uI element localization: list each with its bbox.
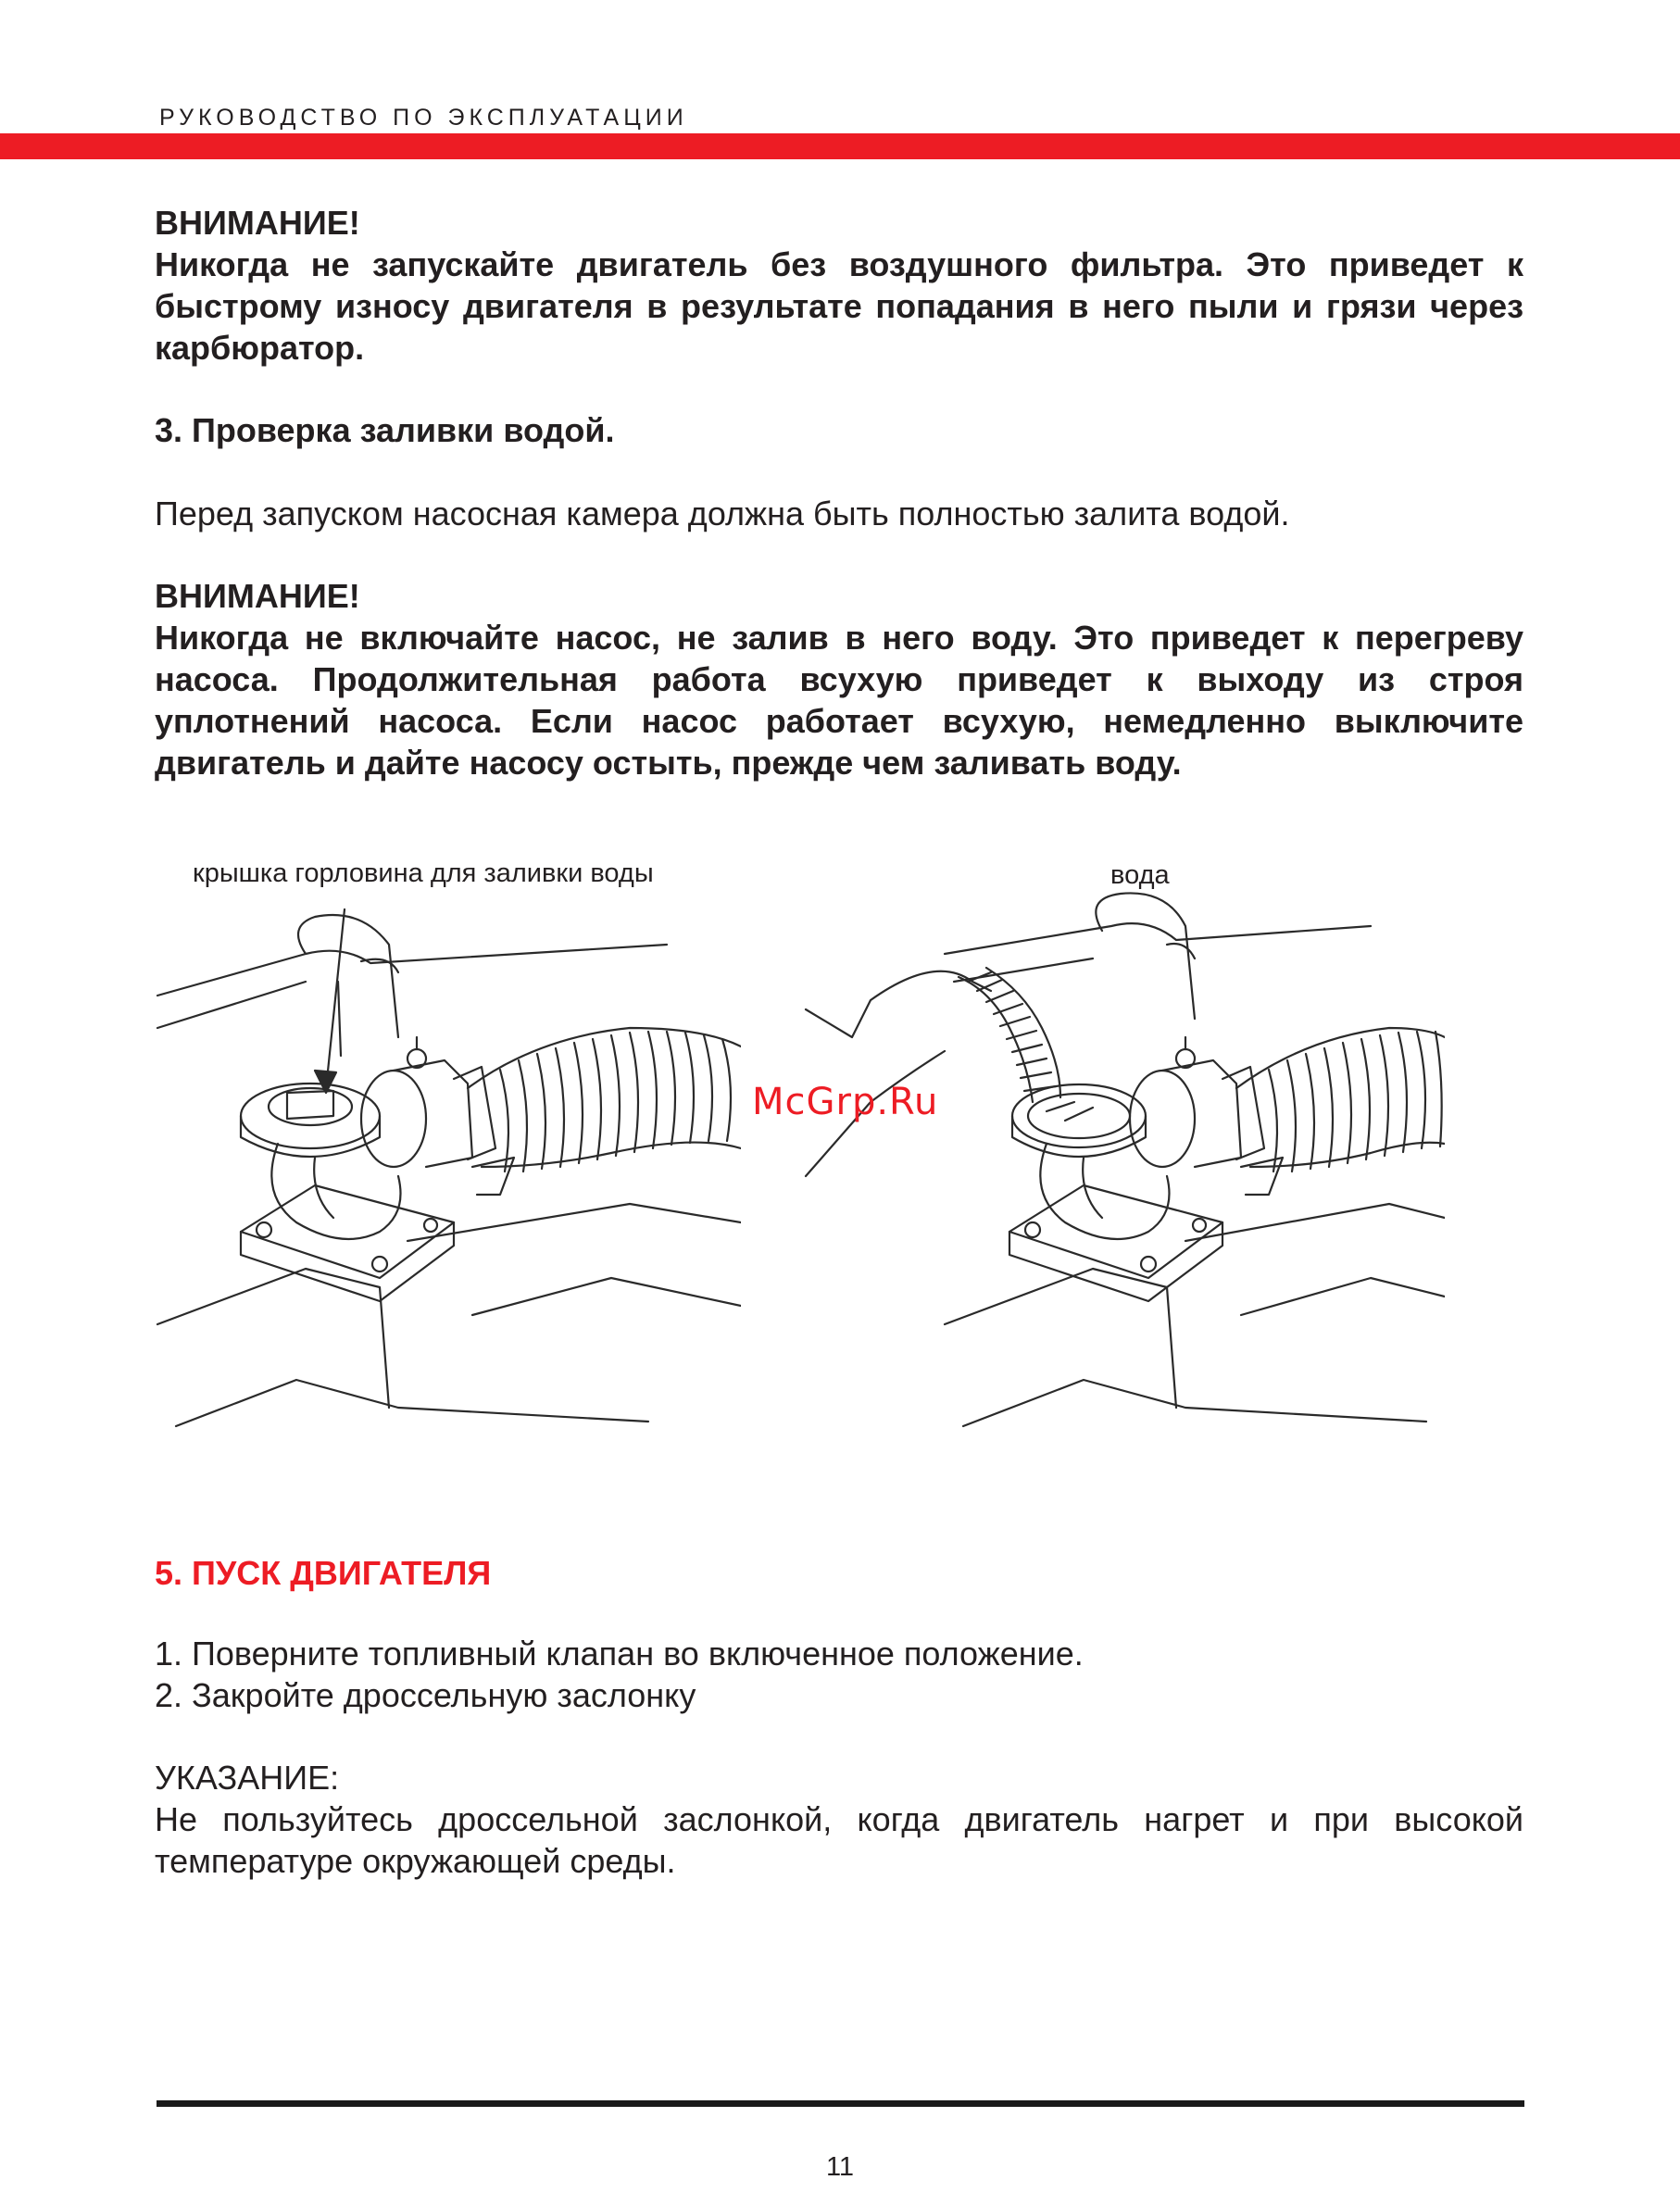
warning-text: Никогда не включайте насос, не залив в него воду. Это приведет к перегреву насоса. Продолжительная работа всухую приведет к выходу из строя уплотнений насоса. Если насос работает всухую, немедленно выключите двигатель и дайте насосу остыть, прежде чем заливать воду. <box>155 619 1523 782</box>
section-3-text: Перед запуском насосная камера должна быть полностью залита водой. <box>155 495 1290 532</box>
warning-text: Никогда не запускайте двигатель без воздушного фильтра. Это приведет к быстрому износу двигателя в результате попадания в него пыли и грязи через карбюратор. <box>155 245 1523 367</box>
caption-water: вода <box>1110 860 1170 890</box>
note-title: УКАЗАНИЕ: <box>155 1759 340 1797</box>
section-3-heading: 3. Проверка заливки водой. <box>155 411 615 449</box>
header-bar <box>0 133 1680 159</box>
warning-block-2 <box>155 575 1523 783</box>
pump-cap-illustration <box>148 889 741 1445</box>
warning-title: ВНИМАНИЕ! <box>155 204 360 242</box>
pump-filling-illustration <box>796 889 1445 1445</box>
section-5-steps <box>155 1633 1523 1716</box>
watermark: McGrp.Ru <box>752 1081 939 1123</box>
caption-filler-cap: крышка горловина для заливки воды <box>193 858 654 888</box>
section-3-body <box>155 493 1523 534</box>
header-title: РУКОВОДСТВО ПО ЭКСПЛУАТАЦИИ <box>159 105 688 131</box>
section-heading <box>155 409 1523 451</box>
section-5-heading-block <box>155 1552 1523 1594</box>
note-block <box>155 1757 1523 1882</box>
page-number: 11 <box>825 2152 855 2182</box>
step-item: 2. Закройте дроссельную заслонку <box>155 1676 696 1714</box>
step-item: 1. Поверните топливный клапан во включенное положение. <box>155 1635 1084 1673</box>
section-5-heading: 5. ПУСК ДВИГАТЕЛЯ <box>155 1554 492 1592</box>
warning-block-1 <box>155 202 1523 369</box>
note-text: Не пользуйтесь дроссельной заслонкой, когда двигатель нагрет и при высокой температуре окружающей среды. <box>155 1800 1523 1880</box>
warning-title: ВНИМАНИЕ! <box>155 577 360 615</box>
footer-rule <box>157 2100 1524 2107</box>
